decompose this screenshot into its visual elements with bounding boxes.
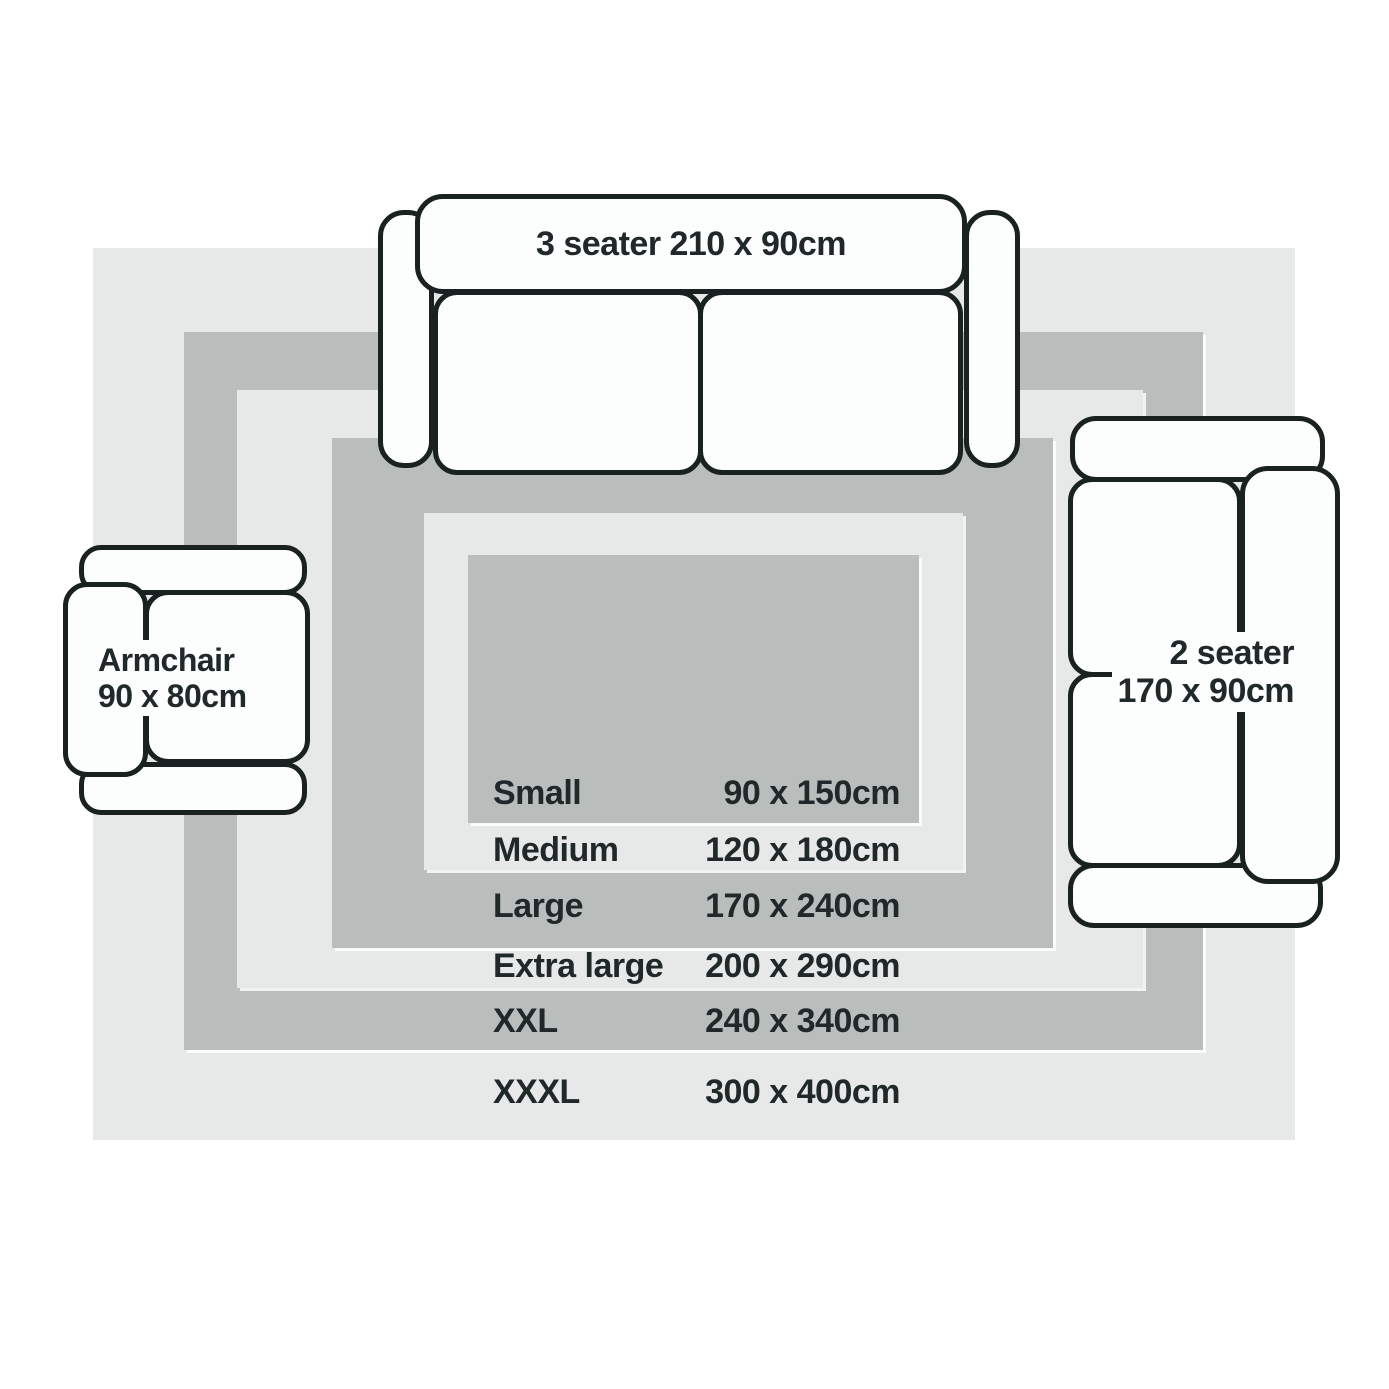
sofa2-label-line1: 2 seater	[1169, 634, 1294, 672]
sofa3-seat-cushion-right	[698, 290, 963, 475]
rug-size-value: 170 x 240cm	[705, 886, 900, 925]
armchair-label-line2: 90 x 80cm	[98, 678, 247, 714]
rug-size-name: Large	[493, 886, 584, 925]
rug-size-name: XXL	[493, 1001, 558, 1040]
rug-size-value: 300 x 400cm	[705, 1072, 900, 1111]
rug-size-value: 90 x 150cm	[723, 773, 900, 812]
rug-size-row-small	[493, 773, 900, 813]
sofa2-label	[1112, 632, 1301, 712]
rug-size-name: Small	[493, 773, 582, 812]
rug-size-name: Extra large	[493, 946, 664, 985]
rug-size-name: Medium	[493, 830, 619, 869]
rug-size-value: 240 x 340cm	[705, 1001, 900, 1040]
sofa3-armrest-right	[964, 210, 1020, 468]
rug-size-row-extra-large	[493, 946, 900, 986]
sofa3-label: 3 seater 210 x 90cm	[536, 224, 846, 263]
rug-size-row-xxxl	[493, 1072, 900, 1112]
rug-size-value: 200 x 290cm	[705, 946, 900, 985]
sofa2-label-line2: 170 x 90cm	[1117, 672, 1294, 710]
armchair-label-line1: Armchair	[98, 642, 235, 678]
rug-size-value: 120 x 180cm	[705, 830, 900, 869]
rug-size-row-medium	[493, 830, 900, 870]
rug-size-row-xxl	[493, 1001, 900, 1041]
rug-size-name: XXXL	[493, 1072, 580, 1111]
rug-size-row-large	[493, 886, 900, 926]
sofa3-seat-cushion-left	[433, 290, 703, 475]
armchair-label	[92, 640, 253, 716]
